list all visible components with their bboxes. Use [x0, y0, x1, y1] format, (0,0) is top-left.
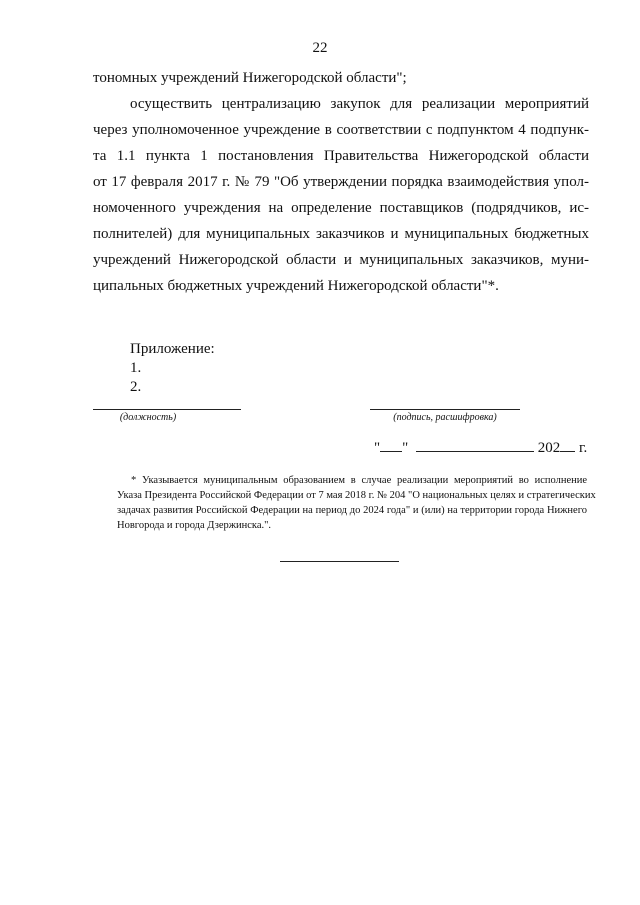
paragraph-line: осуществить централизацию закупок для реализации мероприятий — [130, 96, 589, 112]
paragraph-centralization — [93, 91, 589, 299]
appendix-item: 2. — [130, 379, 142, 395]
month-blank — [416, 438, 534, 452]
day-blank — [380, 438, 402, 452]
year-suffix: г. — [579, 440, 588, 456]
paragraph-line: та 1.1 пункта 1 постановления Правительства Нижегородской области — [93, 148, 589, 164]
date-close-quote: " — [402, 440, 409, 456]
paragraph-continuation — [93, 65, 589, 91]
appendix-title: Приложение: — [130, 341, 215, 357]
paragraph-line: через уполномоченное учреждение в соответствии с подпунктом 4 подпунк- — [93, 122, 589, 138]
year-blank — [560, 438, 575, 452]
date-line — [374, 438, 587, 457]
paragraph-line: от 17 февраля 2017 г. № 79 "Об утверждении порядка взаимодействия упол- — [93, 174, 589, 190]
page-number: 22 — [312, 40, 328, 56]
paragraph-line: полнителей) для муниципальных заказчиков и муниципальных бюджетных — [93, 226, 589, 242]
signature-caption: (подпись, расшифровка) — [393, 412, 497, 423]
paragraph-line: тономных учреждений Нижегородской области"; — [93, 70, 407, 86]
appendix-block — [130, 340, 215, 397]
end-rule — [280, 561, 399, 562]
signature-field-line — [370, 409, 520, 410]
position-caption: (должность) — [119, 412, 177, 423]
footnote-line: Новгорода и города Дзержинска.". — [117, 520, 272, 531]
footnote-line: задачах развития Российской Федерации на период до 2024 года" и (или) на территории города Нижнего — [117, 505, 587, 516]
footnote — [117, 473, 596, 533]
footnote-line: * Указывается муниципальным образованием в случае реализации мероприятий во исполнение — [131, 475, 587, 486]
appendix-item: 1. — [130, 360, 142, 376]
paragraph-line: ципальных бюджетных учреждений Нижегородской области"*. — [93, 278, 499, 294]
paragraph-line: учреждений Нижегородской области и муниципальных заказчиков, муни- — [93, 252, 589, 268]
position-field-line — [93, 409, 241, 410]
paragraph-line: номоченного учреждения на определение поставщиков (подрядчиков, ис- — [93, 200, 589, 216]
footnote-line: Указа Президента Российской Федерации от 7 мая 2018 г. № 204 "О национальных целях и стратегических — [117, 490, 596, 501]
year-prefix: 202 — [537, 440, 561, 456]
date-open-quote: " — [374, 440, 381, 456]
